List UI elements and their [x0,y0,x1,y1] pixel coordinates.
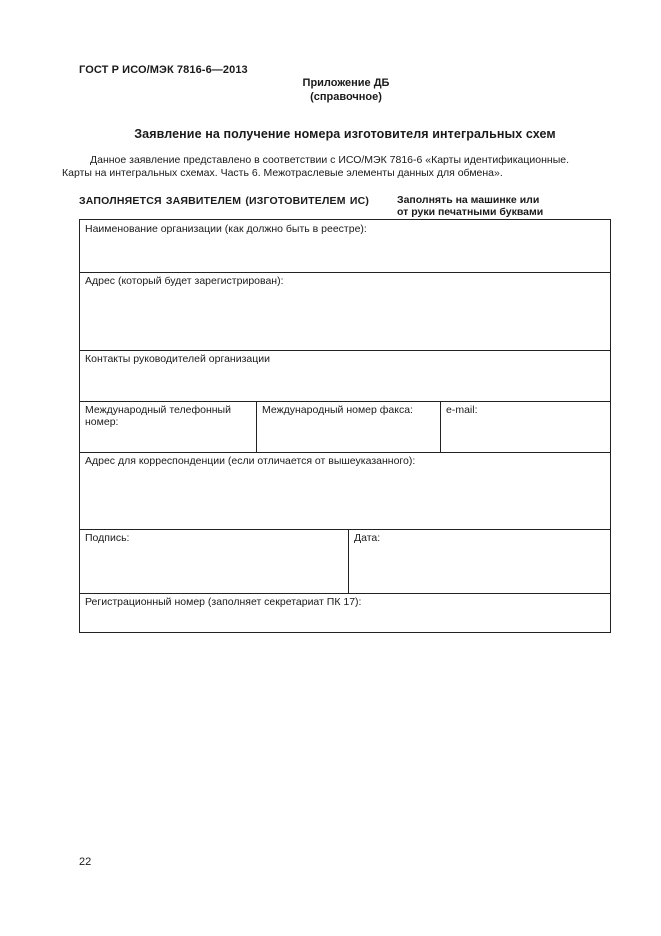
contacts-field[interactable] [80,350,610,401]
org-name-field[interactable] [80,220,610,272]
fax-label: Международный номер факса: [262,404,413,416]
email-field[interactable] [441,401,610,452]
date-label: Дата: [354,532,381,544]
mail-address-field[interactable] [80,452,610,529]
intro-line-2: Карты на интегральных схемах. Часть 6. Межотраслевые элементы данных для обмена». [62,167,503,179]
intro-paragraph [62,154,622,180]
annex-heading [260,76,432,104]
filled-by-label: ЗАПОЛНЯЕТСЯ ЗАЯВИТЕЛЕМ (ИЗГОТОВИТЕЛЕМ ИС) [79,195,370,207]
org-name-label: Наименование организации (как должно быть в реестре): [85,223,367,235]
mail-address-label: Адрес для корреспонденции (если отличается от вышеуказанного): [85,455,416,467]
fill-hint-line-1: Заполнять на машинке или [397,194,540,206]
document-title: Заявление на получение номера изготовителя интегральных схем [134,127,556,141]
signature-label: Подпись: [85,532,130,544]
application-form [79,219,611,633]
email-label: e-mail: [446,404,478,416]
date-field[interactable] [349,529,610,593]
fill-hint-line-2: от руки печатными буквами [397,206,544,218]
annex-title: Приложение ДБ [302,77,390,89]
annex-type: (справочное) [310,91,382,103]
signature-field[interactable] [80,529,348,593]
address-field[interactable] [80,272,610,350]
fax-field[interactable] [257,401,440,452]
page-number: 22 [79,856,92,868]
address-label: Адрес (который будет зарегистрирован): [85,275,284,287]
contacts-label: Контакты руководителей организации [85,353,270,365]
phone-label-line-2: номер: [85,416,119,428]
intro-line-1: Данное заявление представлено в соответствии с ИСО/МЭК 7816-6 «Карты идентификационные. [90,154,570,166]
phone-label-line-1: Международный телефонный [85,404,231,416]
phone-field[interactable] [80,401,256,452]
standard-designation: ГОСТ Р ИСО/МЭК 7816-6—2013 [79,64,248,76]
fill-hint [397,194,543,218]
reg-number-label: Регистрационный номер (заполняет секретариат ПК 17): [85,596,362,608]
reg-number-field[interactable] [80,593,610,632]
